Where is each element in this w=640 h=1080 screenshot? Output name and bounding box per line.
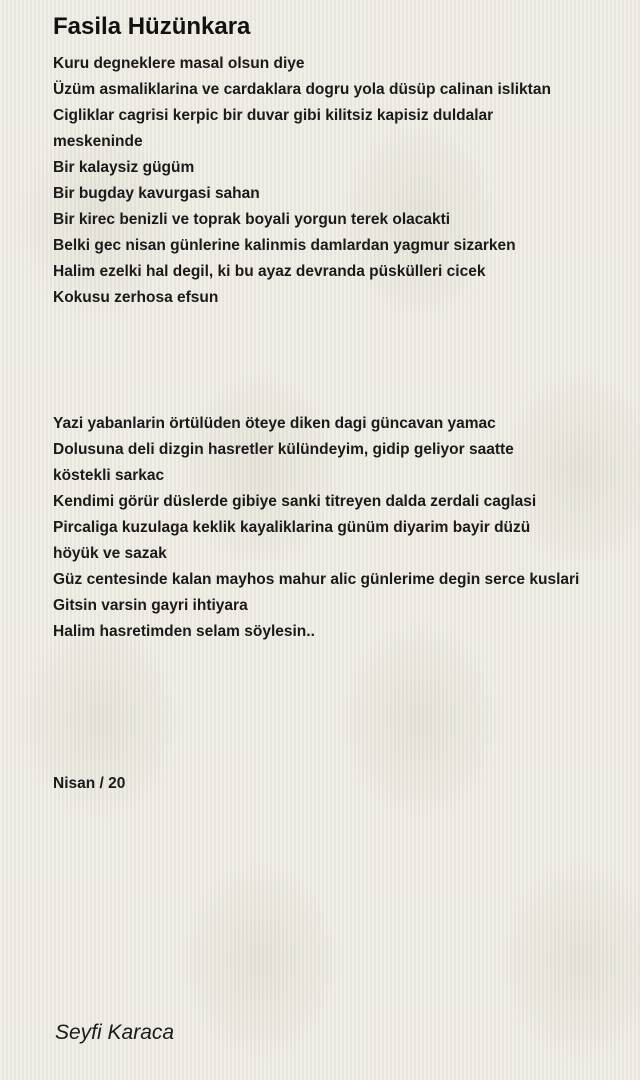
- poem-line: Dolusuna deli dizgin hasretler külündeyim, gidip geliyor saatte: [53, 441, 514, 458]
- poem-line: Gitsin varsin gayri ihtiyara: [53, 597, 248, 614]
- poem-line: Bir bugday kavurgasi sahan: [53, 185, 260, 202]
- poem-body: [53, 51, 623, 797]
- poem-line: Üzüm asmaliklarina ve cardaklara dogru yola düsüp calinan isliktan: [53, 81, 551, 98]
- poem-line: Kuru degneklere masal olsun diye: [53, 55, 305, 72]
- author-name: Seyfi Karaca: [55, 1021, 175, 1044]
- poem-line: Belki gec nisan günlerine kalinmis damlardan yagmur sizarken: [53, 237, 516, 254]
- poem-line: Halim ezelki hal degil, ki bu ayaz devranda püskülleri cicek: [53, 263, 486, 280]
- poem-line: köstekli sarkac: [53, 467, 165, 484]
- poem-line: Güz centesinde kalan mayhos mahur alic günlerime degin serce kuslari: [53, 571, 580, 588]
- poem-line: Pircaliga kuzulaga keklik kayaliklarina günüm diyarim bayir düzü: [53, 519, 531, 536]
- poem-line: Cigliklar cagrisi kerpic bir duvar gibi kilitsiz kapisiz duldalar: [53, 107, 494, 124]
- poem-line: Yazi yabanlarin örtülüden öteye diken dagi güncavan yamac: [53, 415, 496, 432]
- stanza-2: [53, 411, 623, 645]
- poem-date: Nisan / 20: [53, 775, 126, 792]
- stanza-spacer: [53, 645, 623, 771]
- stanza-1: [53, 51, 623, 311]
- poem-line: Kokusu zerhosa efsun: [53, 289, 219, 306]
- poem-line: höyük ve sazak: [53, 545, 167, 562]
- poem-title: Fasila Hüzünkara: [53, 13, 251, 40]
- poem-line: Halim hasretimden selam söylesin..: [53, 623, 315, 640]
- poem-line: meskeninde: [53, 133, 143, 150]
- stanza-spacer: [53, 311, 623, 411]
- poem-line: Bir kirec benizli ve toprak boyali yorgun terek olacakti: [53, 211, 451, 228]
- poem-line: Kendimi görür düslerde gibiye sanki titreyen dalda zerdali caglasi: [53, 493, 537, 510]
- poem-line: Bir kalaysiz gügüm: [53, 159, 195, 176]
